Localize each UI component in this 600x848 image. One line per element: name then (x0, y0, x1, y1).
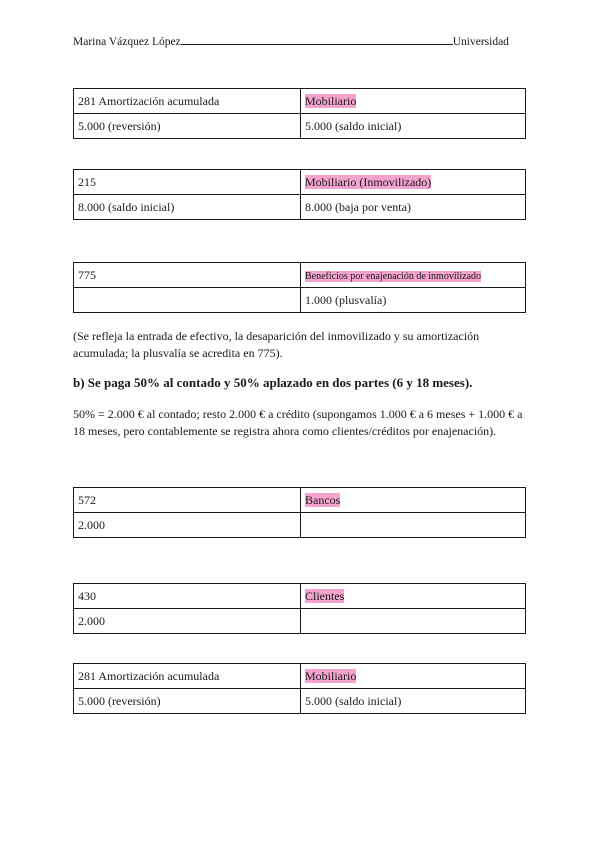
credit-account: Bancos (305, 492, 341, 507)
ledger-table-5 (73, 583, 526, 634)
credit-account: Mobiliario (305, 668, 357, 683)
section-heading-b: b) Se paga 50% al contado y 50% aplazado en dos partes (6 y 18 meses). (73, 375, 473, 390)
credit-value (301, 513, 526, 538)
credit-account-cell (301, 664, 526, 689)
note-paragraph-2: 50% = 2.000 € al contado; resto 2.000 € a crédito (supongamos 1.000 € a 6 meses + 1.000 € a 18 meses, pero contablemente se registra ahora como clientes/créditos por enajenación). (73, 407, 523, 438)
debit-account: 430 (74, 584, 301, 609)
credit-account: Mobiliario (Inmovilizado) (305, 174, 432, 189)
credit-account-cell (301, 263, 526, 288)
debit-account: 281 Amortización acumulada (74, 89, 301, 114)
credit-account: Mobiliario (305, 93, 357, 108)
debit-account: 215 (74, 170, 301, 195)
debit-account: 572 (74, 488, 301, 513)
header-rule (181, 35, 453, 45)
debit-account: 775 (74, 263, 301, 288)
credit-account-cell (301, 488, 526, 513)
page-header (73, 35, 521, 48)
credit-account-cell (301, 584, 526, 609)
credit-value: 5.000 (saldo inicial) (301, 689, 526, 714)
note-paragraph-1: (Se refleja la entrada de efectivo, la desaparición del inmovilizado y su amortización acumulada; la plusvalía se acredita en 775). (73, 329, 480, 360)
ledger-table-4 (73, 487, 526, 538)
credit-account: Clientes (305, 588, 345, 603)
debit-value: 5.000 (reversión) (74, 689, 301, 714)
credit-account: Beneficios por enajenación de inmovilizado (305, 270, 482, 282)
ledger-table-6 (73, 663, 526, 714)
debit-value: 2.000 (74, 513, 301, 538)
ledger-table-2 (73, 169, 526, 220)
debit-value: 5.000 (reversión) (74, 114, 301, 139)
institution-name: Universidad (452, 36, 509, 48)
debit-value: 2.000 (74, 609, 301, 634)
credit-value (301, 609, 526, 634)
credit-value: 5.000 (saldo inicial) (301, 114, 526, 139)
author-name: Marina Vázquez López (73, 36, 181, 48)
debit-account: 281 Amortización acumulada (74, 664, 301, 689)
credit-account-cell (301, 89, 526, 114)
ledger-table-3 (73, 262, 526, 313)
credit-value: 1.000 (plusvalía) (301, 288, 526, 313)
credit-value: 8.000 (baja por venta) (301, 195, 526, 220)
debit-value: 8.000 (saldo inicial) (74, 195, 301, 220)
credit-account-cell (301, 170, 526, 195)
debit-value (74, 288, 301, 313)
ledger-table-1 (73, 88, 526, 139)
